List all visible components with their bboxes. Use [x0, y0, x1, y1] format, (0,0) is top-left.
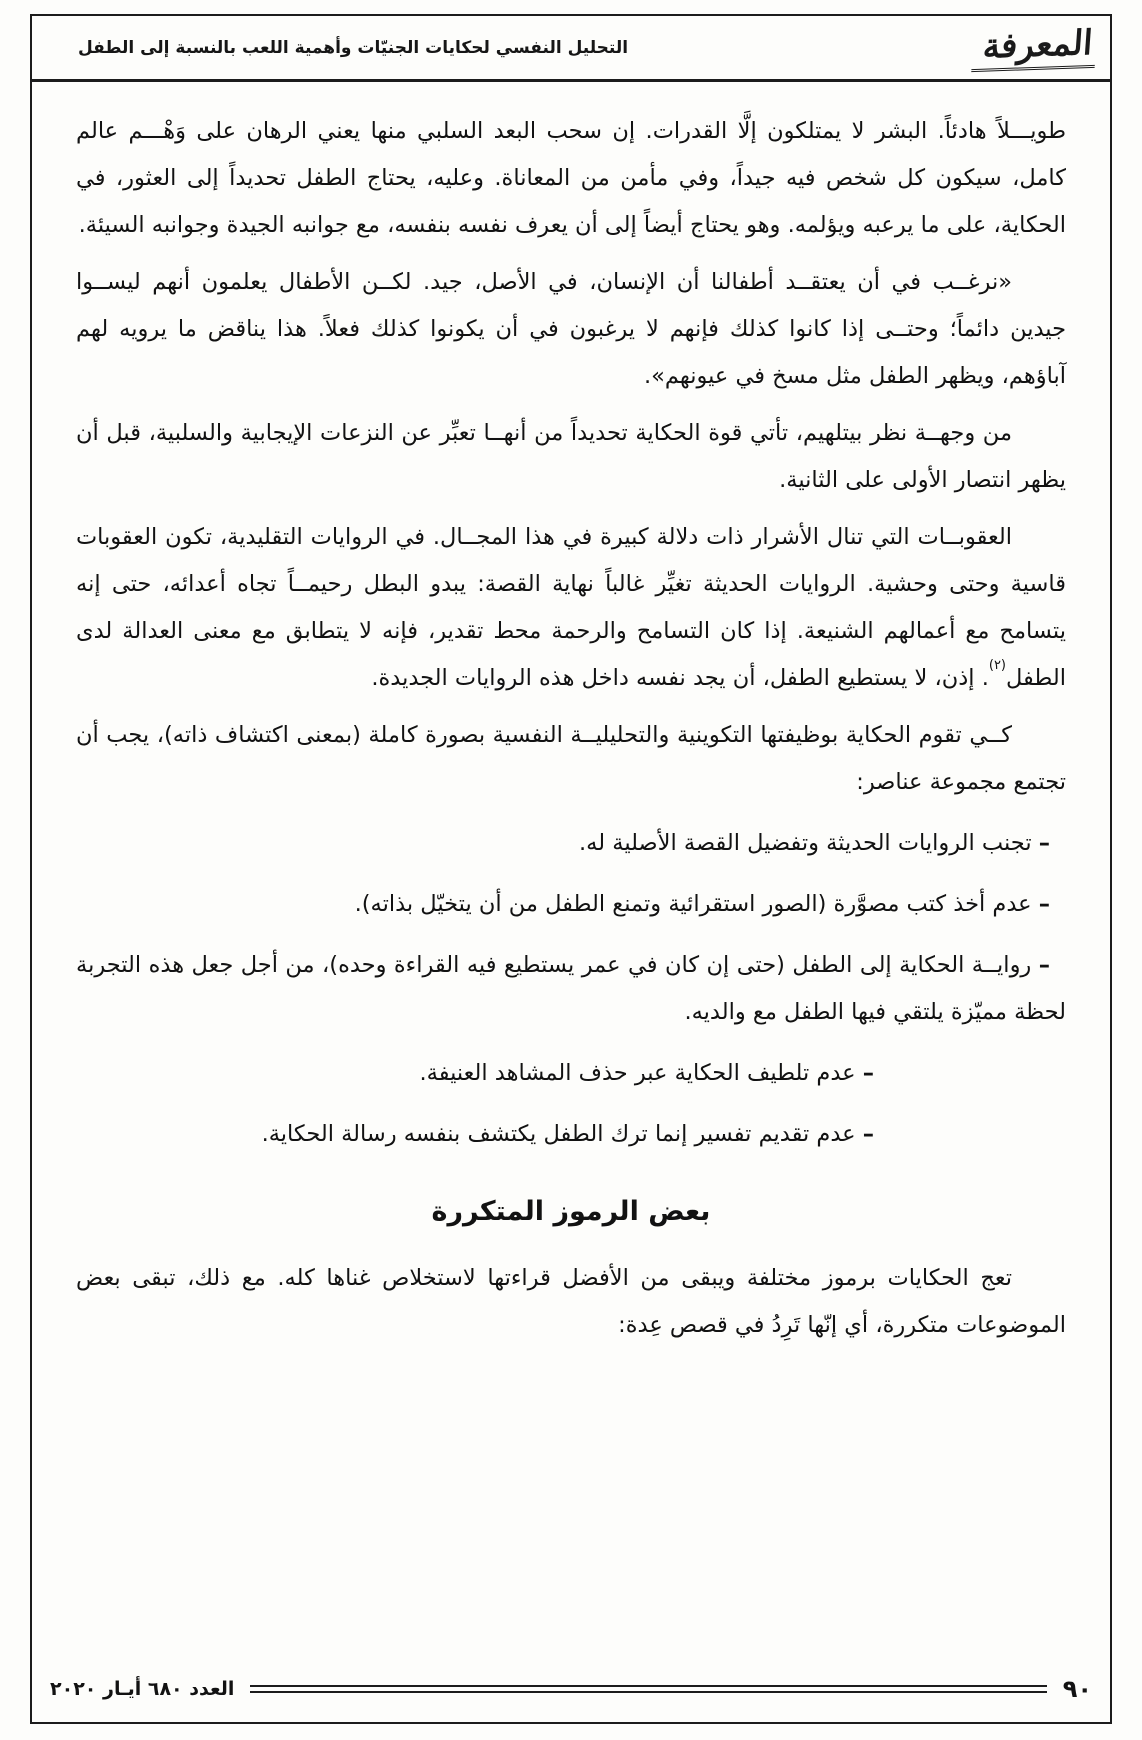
paragraph-quote: «نرغــب في أن يعتقــد أطفالنا أن الإنسان، في الأصل، جيد. لكــن الأطفال يعلمون أنهم ليســوا جيدين دائماً؛ وحتــى إذا كانوا كذلك فإنهم لا يرغبون في أن يكونوا كذلك فعلاً. هذا يناقض ما يرويه لهم آباؤهم، ويظهر الطفل مثل مسخ في عيونهم».: [76, 269, 1066, 389]
list-item: [76, 820, 1066, 867]
paragraph-5: كــي تقوم الحكاية بوظيفتها التكوينية والتحليليــة النفسية بصورة كاملة (بمعنى اكتشاف ذاته)، يجب أن تجتمع مجموعة عناصر:: [76, 722, 1066, 795]
page-footer: [32, 1664, 1110, 1722]
list-item: [76, 1050, 1066, 1097]
page-frame: [30, 14, 1112, 1724]
paragraph-1: طويـــلاً هادئاً. البشر لا يمتلكون إلَّا القدرات. إن سحب البعد السلبي منها يعني الرهان على وَهْـــم عالم كامل، سيكون كل شخص فيه جيداً، وفي مأمن من المعاناة. وعليه، يحتاج الطفل تحديداً إلى العثور، في الحكاية، على ما يرعبه ويؤلمه. وهو يحتاج أيضاً إلى أن يعرف نفسه بنفسه، مع جوانبه الجيدة وجوانبه السيئة.: [76, 118, 1066, 238]
footer-double-rule: [250, 1685, 1046, 1693]
list-item-text: عدم تلطيف الحكاية عبر حذف المشاهد العنيفة.: [419, 1060, 856, 1086]
issue-info: العدد ٦٨٠ أيـار ٢٠٢٠: [50, 1678, 235, 1700]
bullet-dash-icon: –: [1038, 952, 1050, 978]
list-item: [76, 1111, 1066, 1158]
footnote-ref-icon: (٢): [988, 657, 1006, 673]
closing-paragraph: تعج الحكايات برموز مختلفة ويبقى من الأفضل قراءتها لاستخلاص غناها كله. مع ذلك، تبقى بعض الموضوعات متكررة، أي إنّها تَرِدُ في قصص عِدة:: [76, 1265, 1066, 1338]
list-item-text: عدم أخذ كتب مصوَّرة (الصور استقرائية وتمنع الطفل من أن يتخيّل بذاته).: [354, 891, 1032, 917]
list-item: [76, 881, 1066, 928]
bullet-dash-icon: –: [1038, 891, 1050, 917]
page-number: ٩٠: [1062, 1675, 1092, 1703]
list-item: [76, 942, 1066, 1036]
section-heading: بعض الرموز المتكررة: [431, 1196, 711, 1227]
paragraph-4-text: العقوبــات التي تنال الأشرار ذات دلالة كبيرة في هذا المجــال. في الروايات التقليدية، تكون العقوبات قاسية وحتى وحشية. الروايات الحديثة تغيِّر غالباً نهاية القصة: يبدو البطل رحيمــاً تجاه أعدائه، حتى إنه يتسامح مع أعمالهم الشنيعة. إذا كان التسامح والرحمة محط تقدير، فإنه لا يتطابق مع معنى العدالة لدى الطفل: [76, 524, 1066, 691]
bullet-dash-icon: –: [862, 1121, 874, 1147]
paragraph-4: [76, 514, 1066, 702]
bullet-dash-icon: –: [1038, 830, 1050, 856]
paragraph-4-text-continued: . إذن، لا يستطيع الطفل، أن يجد نفسه داخل هذه الروايات الجديدة.: [371, 665, 989, 691]
running-title: التحليل النفسي لحكايات الجنيّات وأهمية اللعب بالنسبة إلى الطفل: [78, 37, 629, 58]
bullet-dash-icon: –: [862, 1060, 874, 1086]
bullet-list: [76, 820, 1066, 1158]
article-body: [32, 82, 1110, 1664]
page-header: [32, 16, 1110, 82]
list-item-text: روايــة الحكاية إلى الطفل (حتى إن كان في عمر يستطيع فيه القراءة وحده)، من أجل جعل هذه التجربة لحظة مميّزة يلتقي فيها الطفل مع والديه.: [76, 952, 1066, 1025]
list-item-text: تجنب الروايات الحديثة وتفضيل القصة الأصلية له.: [579, 830, 1032, 856]
list-item-text: عدم تقديم تفسير إنما ترك الطفل يكتشف بنفسه رسالة الحكاية.: [261, 1121, 856, 1147]
magazine-logo: المعرفة: [971, 23, 1098, 72]
paragraph-3: من وجهــة نظر بيتلهيم، تأتي قوة الحكاية تحديداً من أنهــا تعبِّر عن النزعات الإيجابية والسلبية، قبل أن يظهر انتصار الأولى على الثانية.: [76, 420, 1066, 493]
